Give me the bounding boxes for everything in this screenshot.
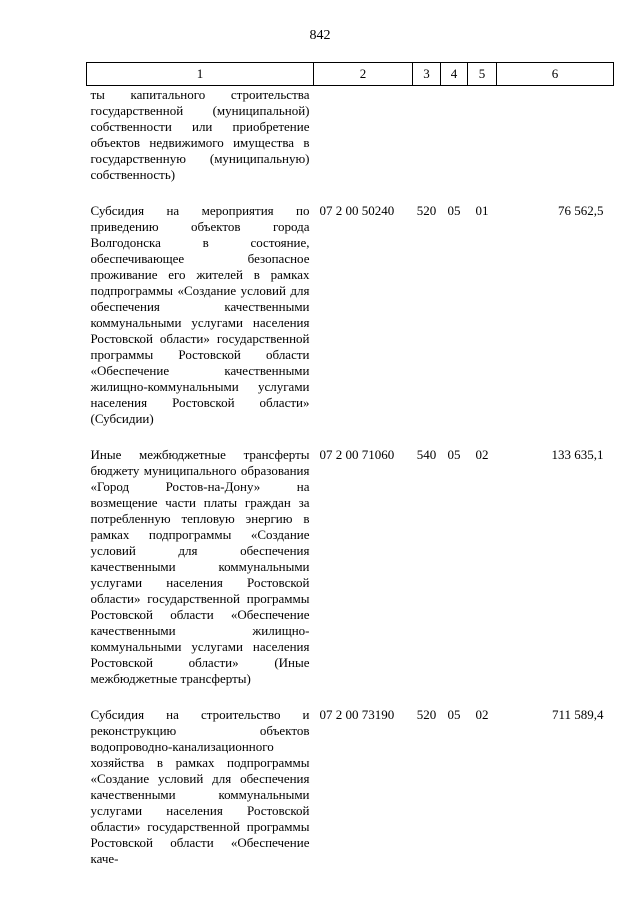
page-number: 842	[309, 28, 331, 43]
row-code	[314, 86, 413, 184]
row-code: 07 2 00 71060	[319, 447, 395, 462]
row-amount: 133 635,1	[551, 447, 604, 462]
row-code: 07 2 00 73190	[319, 707, 395, 722]
row-col5: 01	[475, 203, 489, 218]
row-col5	[468, 86, 497, 184]
row-name: ты капитального строительства государственной (муниципальной) собственности или приобретение объектов недвижимого имущества в государственную (муниципальную) собственность)	[90, 87, 310, 182]
row-col5: 02	[475, 447, 489, 462]
row-col3: 520	[416, 707, 437, 722]
row-col3: 520	[416, 203, 437, 218]
row-amount: 711 589,4	[551, 707, 604, 722]
column-header-5: 5	[468, 63, 497, 86]
row-name: Субсидия на строительство и реконструкцию объектов водопроводно-канализационного хозяйства в рамках подпрограммы «Создание условий для обеспечения качественными коммунальными услугами населения Ростовской области» государственной программы Ростовской области «Обеспечение каче-	[90, 707, 310, 866]
row-name: Иные межбюджетные трансферты бюджету муниципального образования «Город Ростов-на-Дону» на возмещение части платы граждан за потребленную тепловую энергию в рамках подпрограммы «Создание условий для обеспечения качественными коммунальными услугами населения Ростовской области» государственной программы Ростовской области «Обеспечение качественными жилищно-коммунальными услугами населения Ростовской области» (Иные межбюджетные трансферты)	[90, 447, 310, 686]
column-header-6: 6	[497, 63, 614, 86]
column-header-1: 1	[87, 63, 314, 86]
row-col4: 05	[447, 707, 461, 722]
budget-table	[86, 62, 614, 867]
table-row	[87, 86, 614, 184]
row-col4	[441, 86, 468, 184]
row-col4: 05	[447, 203, 461, 218]
column-header-2: 2	[314, 63, 413, 86]
table-row	[87, 183, 614, 427]
row-code: 07 2 00 50240	[319, 203, 395, 218]
row-amount: 76 562,5	[558, 203, 604, 218]
row-col5: 02	[475, 707, 489, 722]
table-header-row	[87, 63, 614, 86]
table-row	[87, 687, 614, 867]
row-amount	[497, 86, 614, 184]
table-row	[87, 427, 614, 687]
row-col4: 05	[447, 447, 461, 462]
row-col3	[413, 86, 441, 184]
row-col3: 540	[416, 447, 437, 462]
column-header-4: 4	[441, 63, 468, 86]
row-name: Субсидия на мероприятия по приведению объектов города Волгодонска в состояние, обеспечивающее безопасное проживание его жителей в рамках подпрограммы «Создание условий для обеспечения качественными коммунальными услугами населения Ростовской области» государственной программы Ростовской области «Обеспечение качественными жилищно-коммунальными услугами населения Ростовской области» (Субсидии)	[90, 203, 310, 426]
column-header-3: 3	[413, 63, 441, 86]
